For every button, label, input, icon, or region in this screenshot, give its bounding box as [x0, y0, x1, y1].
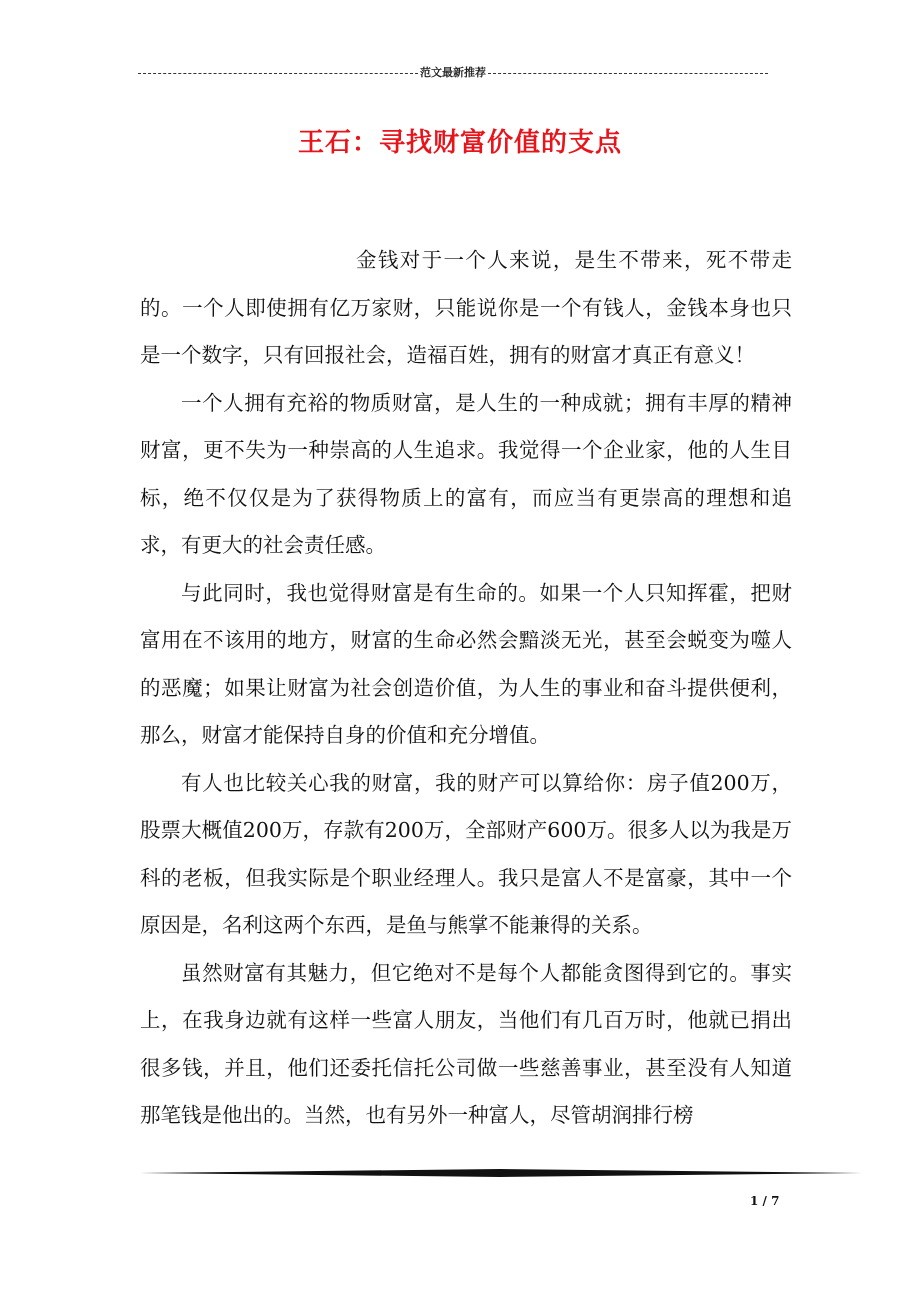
document-title: 王石：寻找财富价值的支点 [297, 128, 622, 158]
paragraph-1: 金钱对于一个人来说，是生不带来，死不带走的。一个人即使拥有亿万家财，只能说你是一个有钱人，金钱本身也只是一个数字，只有回报社会，造福百姓，拥有的财富才真正有意义！ [140, 248, 792, 367]
paragraph-2: 一个人拥有充裕的物质财富，是人生的一种成就；拥有丰厚的精神财富，更不失为一种崇高的人生追求。我觉得一个企业家，他的人生目标，绝不仅仅是为了获得物质上的富有，而应当有更崇高的理想和追求，有更大的社会责任感。 [140, 390, 792, 557]
document-body [140, 237, 792, 1140]
footer-divider [140, 1168, 862, 1178]
paragraph-4: 有人也比较关心我的财富，我的财产可以算给你：房子值200万，股票大概值200万，存款有200万，全部财产600万。很多人以为我是万科的老板，但我实际是个职业经理人。我只是富人不是富豪，其中一个原因是，名利这两个东西，是鱼与熊掌不能兼得的关系。 [140, 770, 792, 937]
header-banner [138, 66, 768, 80]
header-dash-right [488, 73, 768, 74]
header-dash-left [138, 73, 418, 74]
paragraph-3: 与此同时，我也觉得财富是有生命的。如果一个人只知挥霍，把财富用在不该用的地方，财富的生命必然会黯淡无光，甚至会蜕变为噬人的恶魔；如果让财富为社会创造价值，为人生的事业和奋斗提供便利，那么，财富才能保持自身的价值和充分增值。 [140, 580, 792, 747]
header-label: 范文最新推荐 [420, 66, 486, 79]
page-number: 1 / 7 [750, 1194, 780, 1208]
paragraph-5: 虽然财富有其魅力，但它绝对不是每个人都能贪图得到它的。事实上，在我身边就有这样一些富人朋友，当他们有几百万时，他就已捐出很多钱，并且，他们还委托信托公司做一些慈善事业，甚至没有人知道那笔钱是他出的。当然，也有另外一种富人，尽管胡润排行榜 [140, 960, 792, 1127]
